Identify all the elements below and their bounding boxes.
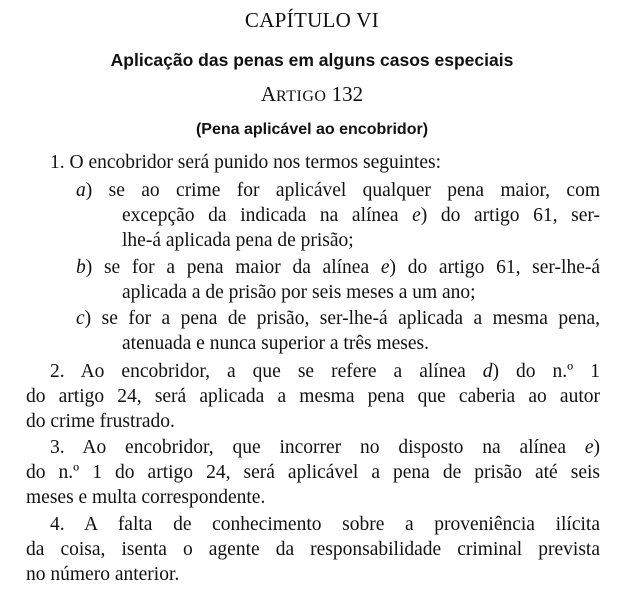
paragraph-2-line-1	[50, 359, 600, 384]
paragraph-text: ) do n.º 1	[492, 361, 600, 382]
paragraph-1-lead: 1. O encobridor será punido nos termos seguintes:	[50, 152, 442, 173]
article-epigraph: (Pena aplicável ao encobridor)	[195, 121, 429, 138]
section-title: Aplicação das penas em alguns casos especiais	[110, 50, 514, 70]
item-text-italic: e	[380, 257, 390, 278]
item-a-line-3: lhe-á aplicada pena de prisão;	[122, 230, 354, 251]
article-label-rest: RTIGO	[276, 88, 327, 105]
paragraph-2-line-2: do artigo 24, será aplicada a mesma pena que caberia ao autor	[26, 386, 600, 407]
paragraph-text-italic: d	[482, 361, 493, 382]
paragraph-4-line-3: no número anterior.	[26, 564, 180, 585]
item-b-line-1	[76, 255, 600, 280]
item-c-line-2: atenuada e nunca superior a três meses.	[122, 333, 429, 354]
paragraph-3-line-1	[50, 435, 600, 460]
paragraph-4-line-1: 4. A falta de conhecimento sobre a proveniência ilícita	[50, 514, 600, 535]
article-number: 132	[331, 82, 364, 106]
item-text: ) do artigo 61, ser-lhe-á	[389, 257, 600, 278]
item-text: excepção da indicada na alínea	[122, 205, 413, 226]
article-heading	[0, 82, 624, 107]
item-text: ) do artigo 61, ser-	[420, 205, 600, 226]
paragraph-text-italic: e	[584, 437, 594, 458]
item-text: ) se for a pena maior da alínea	[85, 257, 381, 278]
paragraph-3-line-3: meses e multa correspondente.	[26, 487, 266, 508]
item-b-line-2: aplicada a de prisão por seis meses a um ano;	[122, 282, 476, 303]
item-text: ) se for a pena de prisão, ser-lhe-á aplicada a mesma pena,	[84, 308, 600, 329]
paragraph-4-line-2: da coisa, isenta o agente da responsabilidade criminal prevista	[26, 539, 600, 560]
item-text: ) se ao crime for aplicável qualquer pena maior, com	[85, 180, 600, 201]
item-text-italic: e	[412, 205, 421, 226]
paragraph-3-line-2: do n.º 1 do artigo 24, será aplicável a pena de prisão até seis	[26, 462, 600, 483]
paragraph-text: )	[593, 437, 600, 458]
item-c-line-1	[76, 306, 600, 331]
item-a-line-1	[76, 178, 600, 203]
item-letter: c	[76, 308, 85, 329]
paragraph-text: 3. Ao encobridor, que incorrer no disposto na alínea	[50, 437, 585, 458]
item-letter: b	[76, 257, 86, 278]
item-letter: a	[76, 180, 86, 201]
item-a-line-2	[122, 203, 600, 228]
article-label-initial: A	[260, 82, 276, 106]
chapter-heading: CAPÍTULO VI	[244, 8, 380, 32]
paragraph-text: 2. Ao encobridor, a que se refere a alínea	[50, 361, 483, 382]
paragraph-2-line-3: do crime frustrado.	[26, 411, 175, 432]
